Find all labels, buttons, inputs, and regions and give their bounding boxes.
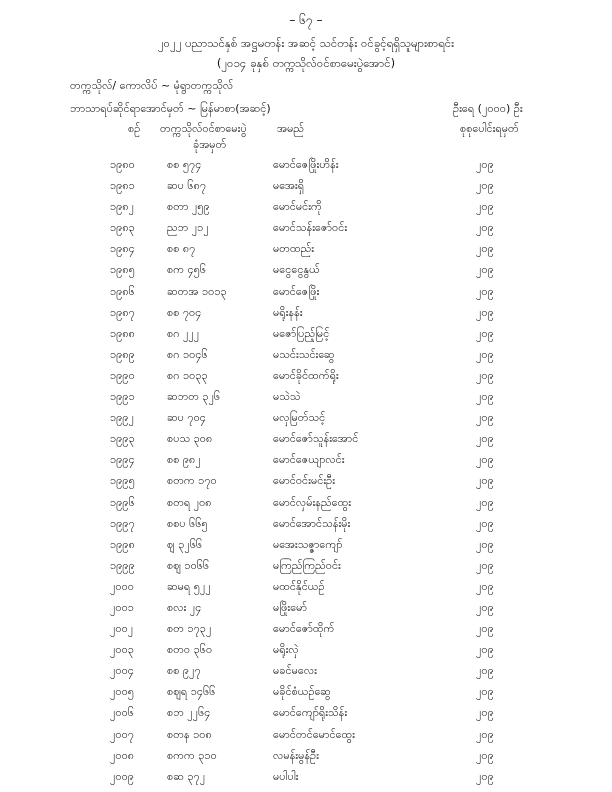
roll-number-cell: စက ၄၅၆ [167,263,207,277]
score-cell: ၂၀၉ [476,769,494,783]
name-cell: မရိုးနန်း [273,305,303,319]
score-cell: ၂၀၉ [476,622,494,636]
roll-number-cell: စဂ ၁၀၄၆ [167,347,208,361]
name-cell: မောင်ဇော်ထိုက် [273,622,335,636]
score-cell: ၂၀၉ [476,685,494,699]
score-cell: ၂၀၉ [476,579,494,593]
score-cell: ၂၀၉ [476,474,494,488]
header-total-score: စုစုပေါင်းရမှတ် [460,122,519,135]
table-row [0,559,612,580]
score-cell: ၂၀၉ [476,432,494,446]
roll-number-cell: စဂ ၁၀၃၃ [167,368,208,382]
score-cell: ၂၀၉ [476,242,494,256]
table-row [0,622,612,643]
roll-number-cell: စတ ၁၇၃၂ [167,622,212,636]
serial-number-cell: ၂၀၀၄ [110,664,134,678]
serial-number-cell: ၁၉၉၁ [110,390,135,404]
table-row [0,411,612,432]
score-cell: ၂၀၉ [476,664,494,678]
table-row [0,158,612,179]
table-row [0,179,612,200]
name-cell: မောင်ဇေဖြိုးဟိန်း [273,158,339,171]
table-row [0,538,612,559]
name-cell: မောင်ဝင်းမင်းဦး [273,474,336,488]
table-row [0,685,612,706]
serial-number-cell: ၁၉၉၅ [110,474,135,488]
roll-number-cell: စစ ၉၂၇ [167,664,201,678]
score-cell: ၂၀၉ [476,158,494,171]
roll-number-cell: စလး ၂၄ [167,600,202,614]
serial-number-cell: ၁၉၈၆ [110,284,135,298]
name-cell: မတထည်း [273,242,315,256]
roll-number-cell: စတဝ ၃၆၀ [167,643,213,657]
roll-number-cell: စစ ၇၀၄ [167,305,202,319]
name-cell: မသင်းသင်းဆွေ [273,347,335,361]
roll-number-cell: စစ ၅၇၄ [167,158,202,171]
score-cell: ၂၀၉ [476,263,494,277]
name-cell: မောင်မင်းကို [273,200,322,214]
score-cell: ၂၀၉ [476,537,494,551]
name-cell: မဇော်ပြည့်မြင့် [273,326,330,340]
serial-number-cell: ၁၉၉၈ [110,537,135,551]
table-row [0,327,612,348]
serial-number-cell: ၁၉၉၆ [110,495,135,509]
serial-number-cell: ၂၀၀၁ [110,600,134,614]
serial-number-cell: ၁၉၈၂ [110,200,135,214]
serial-number-cell: ၂၀၀၇ [110,727,134,741]
score-cell: ၂၀၉ [476,706,494,720]
serial-number-cell: ၂၀၀၆ [110,706,134,720]
roll-number-cell: ဆဘတ ၃၂၆ [167,390,221,404]
table-row [0,390,612,411]
table-row [0,369,612,390]
roll-number-cell: စတန ၁၀၈ [167,727,212,741]
score-cell: ၂၀၉ [476,748,494,762]
name-cell: မငွေငွေနွယ် [273,263,320,277]
serial-number-cell: ၁၉၉၀ [110,368,135,382]
roll-number-cell: ဈ ၃၂၆၆ [167,537,203,551]
serial-number-cell: ၁၉၈၇ [110,305,135,319]
score-cell: ၂၀၉ [476,390,494,404]
table-row [0,306,612,327]
roll-number-cell: စဈရ ၁၄၆၆ [167,685,216,699]
serial-number-cell: ၁၉၈၃ [110,221,135,235]
name-cell: မောင်အောင်သန်းမိုး [273,516,351,530]
name-cell: မကြည်ကြည်ဝင်း [273,558,341,572]
score-cell: ၂၀၉ [476,179,494,193]
score-cell: ၂၀၉ [476,643,494,657]
serial-number-cell: ၁၉၉၃ [110,432,135,446]
roll-number-cell: စဈ ၁၀၆၆ [167,558,210,572]
page-number: – ၆၇ – [289,13,323,27]
serial-number-cell: ၁၉၉၉ [110,558,135,572]
name-cell: လမန်းမွန်ဦး [273,748,319,762]
table-row [0,517,612,538]
score-cell: ၂၀၉ [476,558,494,572]
document-subtitle: (၂၀၁၄ ခုနှစ် တက္ကသိုလ်ဝင်စာမေးပွဲအောင်) [216,56,396,70]
serial-number-cell: ၁၉၈၅ [110,263,135,277]
roll-number-cell: စဂ ၂၂၂ [167,326,200,340]
score-cell: ၂၀၉ [476,200,494,214]
university-line: တက္ကသိုလ်/ ကောလိပ် ~ မုံရွာတက္ကသိုလ် [70,79,234,92]
name-cell: မောင်တင်မောင်ထွေး [273,727,355,741]
name-cell: မောင်လှမ်းနည်ထွေး [273,495,351,509]
roll-number-cell: စကက ၃၁၀ [167,748,217,762]
serial-number-cell: ၁၉၈၀ [110,158,135,171]
roll-number-cell: စစ ၈၇ [167,242,196,256]
serial-number-cell: ၁၉၈၁ [110,179,135,193]
score-cell: ၂၀၉ [476,368,494,382]
score-cell: ၂၀၉ [476,411,494,425]
header-roll-number: တက္ကသိုလ်ဝင်စာမေးပွဲ [160,122,247,135]
subject-line: ဘာသာရပ်ဆိုင်ရာအောင်မှတ် ~ မြန်မာစာ(အဆင့်) [70,102,271,115]
table-row [0,728,612,749]
score-cell: ၂၀၉ [476,600,494,614]
score-cell: ၂၀၉ [476,347,494,361]
table-row [0,580,612,601]
roll-number-cell: စစပ ၆၆၅ [167,516,208,530]
table-row [0,601,612,622]
header-name: အမည် [277,122,305,135]
table-row [0,496,612,517]
name-cell: မထင်နိုင်ယဉ် [273,579,325,593]
name-cell: မအေးသဇ္ဇာကျော် [273,537,343,551]
table-row [0,474,612,495]
name-cell: မအေးရှိ [273,179,305,193]
roll-number-cell: စတက ၁၇၀ [167,474,217,488]
name-cell: မပါပါး [273,769,299,783]
serial-number-cell: ၁၉၉၇ [110,516,135,530]
header-roll-number-line2: ခုံအမှတ် [193,138,227,151]
score-cell: ၂၀၉ [476,305,494,319]
name-cell: မရိုးလှဲ [273,643,299,657]
score-cell: ၂၀၉ [476,284,494,298]
serial-number-cell: ၁၉၉၂ [110,411,134,425]
serial-number-cell: ၂၀၀၀ [110,579,134,593]
table-row [0,664,612,685]
name-cell: မဖြိုးမော် [273,600,307,614]
header-serial: စဉ် [128,122,141,135]
roll-number-cell: ဆပ ၇၀၄ [167,411,206,425]
serial-number-cell: ၂၀၀၃ [110,643,134,657]
table-row [0,432,612,453]
roll-number-cell: ဆမရ ၅၂၂ [167,579,211,593]
roll-number-cell: ဆတအ ၁၀၁၃ [167,284,227,298]
serial-number-cell: ၁၉၈၉ [110,347,135,361]
name-cell: မလှမြတ်သင့် [273,411,326,425]
score-cell: ၂၀၉ [476,495,494,509]
table-row [0,221,612,242]
name-cell: မောင်ကျော်ရိုးသိန်း [273,706,348,720]
name-cell: မောင်ဇေဖြိုး [273,284,320,298]
document-title: ၂၀၂၂ ပညာသင်နှစ် အဋ္ဌမတန်း အဆင့် သင်တန်း ဝင်ခွင့်ရရှိသူများစာရင်း [157,36,455,50]
score-cell: ၂၀၉ [476,516,494,530]
name-cell: မောင်ခိုင်ထက်ရိုး [273,368,339,382]
table-row [0,706,612,727]
table-row [0,263,612,284]
score-cell: ၂၀၉ [476,326,494,340]
total-count: ဦးရေ (၂၀၀၀) ဦး [453,102,523,115]
roll-number-cell: စပသ ၃၀၈ [167,432,213,446]
serial-number-cell: ၂၀၀၂ [110,622,134,636]
name-cell: မသဲသဲ [273,390,301,404]
name-cell: မောင်ဇေယျာလင်း [273,453,345,467]
serial-number-cell: ၂၀၀၈ [110,748,135,762]
table-row [0,770,612,791]
name-cell: မခင်မလေး [273,664,317,678]
serial-number-cell: ၂၀၀၅ [110,685,134,699]
table-row [0,242,612,263]
roll-number-cell: ညဘ ၂၁၂ [167,221,209,235]
serial-number-cell: ၂၀၀၉ [110,769,134,783]
roll-number-cell: စတာ ၂၅၉ [167,200,210,214]
table-row [0,453,612,474]
table-row [0,348,612,369]
name-cell: မောင်သန်းဇော်ဝင်း [273,221,348,235]
roll-number-cell: စတရ ၂၀၈ [167,495,212,509]
results-table [0,158,612,791]
serial-number-cell: ၁၉၈၄ [110,242,135,256]
table-row [0,749,612,770]
roll-number-cell: စဘ ၂၂၆၄ [167,706,211,720]
serial-number-cell: ၁၉၉၄ [110,453,135,467]
table-row [0,643,612,664]
name-cell: မောင်ဇော်သူန်းအောင် [273,432,359,446]
serial-number-cell: ၁၉၈၈ [110,326,135,340]
roll-number-cell: စစ ၉၈၂ [167,453,201,467]
score-cell: ၂၀၉ [476,221,494,235]
score-cell: ၂၀၉ [476,727,494,741]
table-row [0,200,612,221]
score-cell: ၂၀၉ [476,453,494,467]
table-row [0,285,612,306]
roll-number-cell: စဆ ၃၇၂ [167,769,206,783]
name-cell: မခိုင်စံယဉ်ဆွေ [273,685,331,699]
roll-number-cell: ဆပ ၆၈၇ [167,179,207,193]
